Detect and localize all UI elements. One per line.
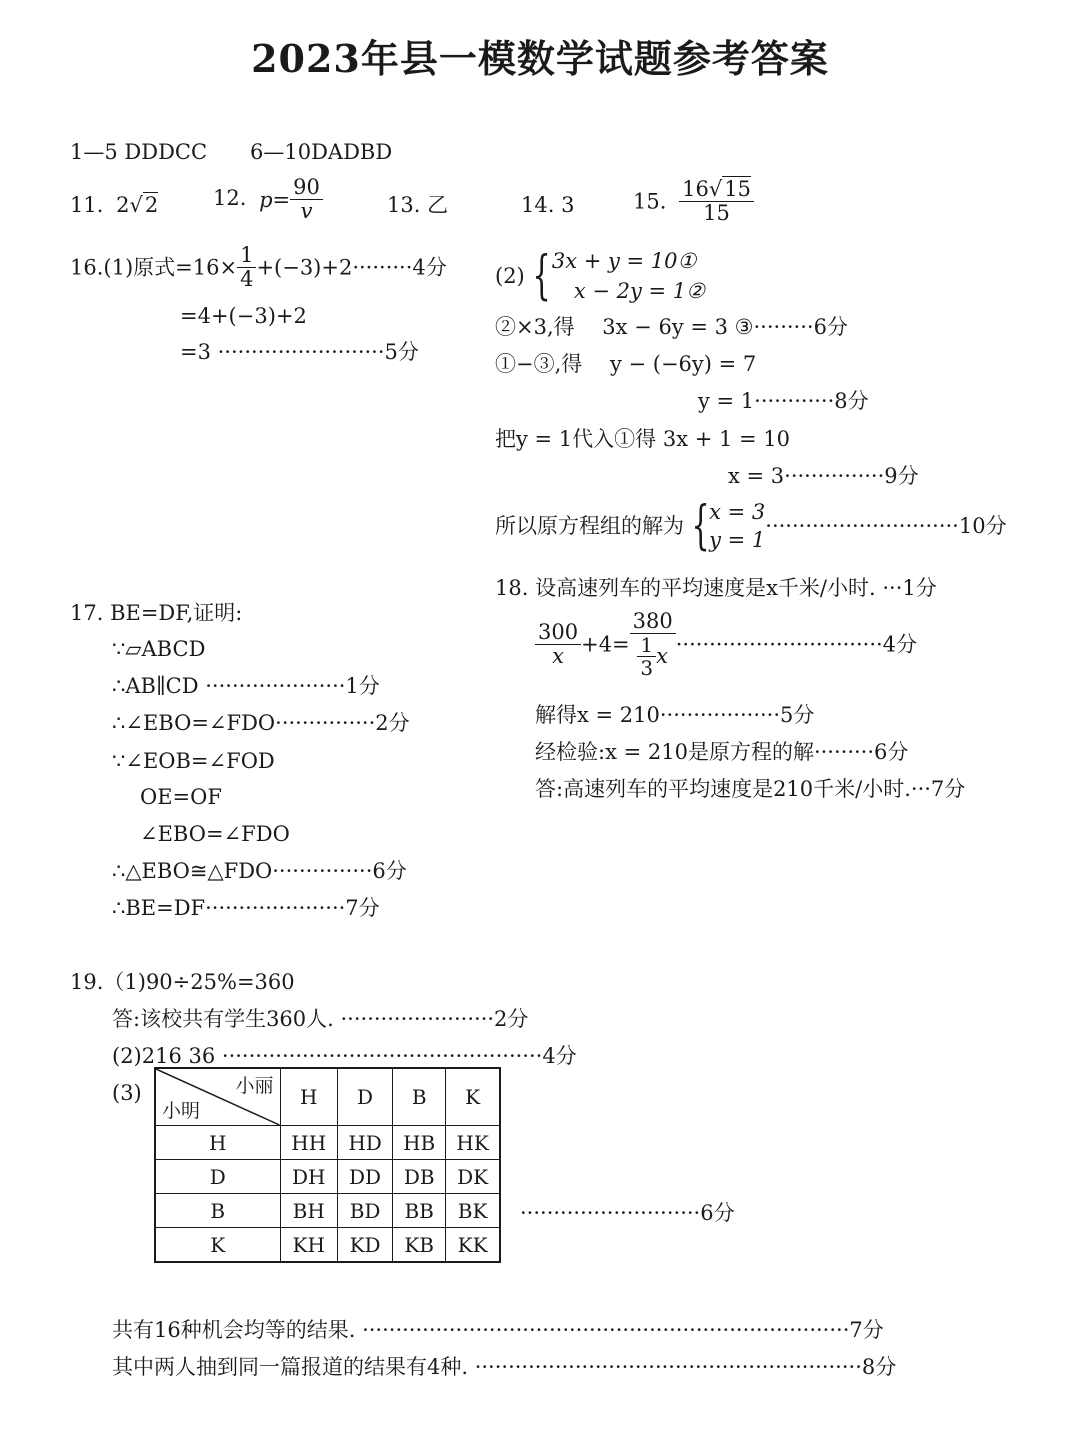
q12-lhs: p=	[259, 187, 291, 212]
q16-step5: x = 3···············9分	[728, 464, 919, 488]
row-label: B	[155, 1194, 280, 1228]
table-row	[155, 1160, 500, 1194]
q19-line3: (2)216 36 ················································4分	[112, 1044, 577, 1068]
q17-line: OE=OF	[140, 785, 222, 809]
q16-s6-pre: 所以原方程组的解为	[495, 514, 684, 538]
q11-coef: 2	[116, 193, 130, 217]
q19-line2: 答:该校共有学生360人. ·······················2分	[112, 1007, 529, 1031]
q16-line1	[70, 244, 447, 291]
table-cell: KK	[446, 1228, 500, 1263]
q16-step2: ①−③,得 y − (−6y) = 7	[495, 352, 757, 376]
q15-denominator: 15	[703, 201, 730, 226]
q16-sol-y: y = 1	[709, 528, 766, 552]
q16-p2-label: (2)	[495, 264, 525, 288]
q18-inner-den: 3	[640, 656, 654, 681]
q17-line: ∴∠EBO=∠FDO···············2分	[112, 711, 410, 735]
q17-line: 17. BE=DF,证明:	[70, 601, 243, 625]
table-cell: HD	[337, 1126, 392, 1160]
q18-mid: +4=	[581, 632, 630, 657]
table-header: H	[280, 1068, 337, 1126]
table-row	[155, 1126, 500, 1160]
q17-line: ∵▱ABCD	[112, 637, 206, 661]
q16-l1-post: +(−3)+2·········4分	[256, 255, 447, 280]
row-label: D	[155, 1160, 280, 1194]
q15-radicand: 15	[724, 177, 751, 201]
q18-line3: 解得x = 210··················5分	[535, 703, 815, 727]
brace-icon: {	[691, 496, 710, 556]
q16-eq2: x − 2y = 1②	[573, 279, 705, 303]
q12-label: 12.	[213, 186, 247, 211]
corner-label-bottom: 小明	[162, 1100, 201, 1122]
q16-step4: 把y = 1代入①得 3x + 1 = 10	[495, 427, 791, 451]
table-cell: HB	[393, 1126, 446, 1160]
mc-answers-6-10: 6—10DADBD	[250, 140, 393, 164]
q18-equation	[535, 610, 917, 679]
q18-num1: 300	[535, 621, 581, 645]
q19-line5: 共有16种机会均等的结果. ·········································································7分	[112, 1318, 884, 1342]
q18-den1: x	[552, 644, 564, 669]
q19-line1: 19.（1)90÷25%=360	[70, 970, 295, 994]
q15-label: 15.	[633, 189, 667, 214]
q12-numerator: 90	[290, 176, 323, 200]
answer-11: 11. 2√2	[70, 193, 159, 217]
q16-frac-den: 4	[240, 267, 254, 292]
table-row	[155, 1194, 500, 1228]
q16-step3: y = 1············8分	[698, 389, 869, 413]
table-cell: DD	[337, 1160, 392, 1194]
q17-line: ∠EBO=∠FDO	[140, 822, 290, 846]
q18-eq-post: ·······························4分	[675, 632, 918, 657]
q17-line: ∴△EBO≅△FDO···············6分	[112, 859, 407, 883]
q15-coef: 16	[682, 177, 709, 201]
q19-score-6: ···························6分	[520, 1201, 735, 1225]
corner-label-top: 小丽	[235, 1075, 274, 1097]
q18-line1: 18. 设高速列车的平均速度是x千米/小时. ···1分	[495, 576, 937, 600]
q17-line: ∴AB∥CD ·····················1分	[112, 674, 380, 698]
table-header: B	[393, 1068, 446, 1126]
q17-line: ∴BE=DF·····················7分	[112, 896, 380, 920]
table-cell: DK	[446, 1160, 500, 1194]
outcome-table	[154, 1067, 501, 1263]
table-cell: DB	[393, 1160, 446, 1194]
table-cell: BH	[280, 1194, 337, 1228]
q11-label: 11.	[70, 193, 104, 217]
q16-step1: ②×3,得 3x − 6y = 3 ③·········6分	[495, 315, 848, 339]
table-cell: BB	[393, 1194, 446, 1228]
table-cell: HH	[280, 1126, 337, 1160]
q18-inner-num: 1	[637, 634, 656, 657]
q16-part2-system	[495, 246, 705, 306]
table-cell: KH	[280, 1228, 337, 1263]
table-cell: BK	[446, 1194, 500, 1228]
q16-step6	[495, 498, 1007, 554]
answer-14: 14. 3	[521, 193, 575, 217]
q18-inner-x: x	[656, 644, 668, 669]
q11-radicand: 2	[144, 193, 159, 217]
q16-s6-post: ·····························10分	[765, 514, 1007, 538]
table-cell: KD	[337, 1228, 392, 1263]
row-label: K	[155, 1228, 280, 1263]
q18-num2: 380	[630, 610, 676, 634]
q16-l1-pre: 16.(1)原式=16×	[70, 255, 238, 280]
answer-13: 13. 乙	[387, 193, 449, 217]
table-cell: BD	[337, 1194, 392, 1228]
table-cell: DH	[280, 1160, 337, 1194]
table-cell: HK	[446, 1126, 500, 1160]
page-title: 2023年县一模数学试题参考答案	[251, 36, 829, 81]
q17-line: ∵∠EOB=∠FOD	[112, 749, 275, 773]
row-label: H	[155, 1126, 280, 1160]
q16-line2: =4+(−3)+2	[180, 304, 307, 328]
q19-part3-label: (3)	[112, 1081, 142, 1105]
q18-line4: 经检验:x = 210是原方程的解·········6分	[535, 740, 909, 764]
mc-answers-1-5: 1—5 DDDCC	[70, 140, 208, 164]
table-row	[155, 1228, 500, 1263]
q18-line5: 答:高速列车的平均速度是210千米/小时.···7分	[535, 777, 966, 801]
q16-line3: =3 ·························5分	[180, 340, 419, 364]
q19-line6: 其中两人抽到同一篇报道的结果有4种. ··························································8分	[112, 1355, 897, 1379]
q16-sol-x: x = 3	[709, 500, 766, 524]
table-header: D	[337, 1068, 392, 1126]
table-header: K	[446, 1068, 500, 1126]
brace-icon: {	[532, 246, 551, 306]
table-corner-cell	[155, 1068, 280, 1126]
q16-frac-num: 1	[237, 244, 256, 268]
answer-12	[213, 176, 323, 223]
q16-eq1: 3x + y = 10①	[551, 249, 697, 273]
answer-15: 15. $\frac{16√15}{15}$	[633, 178, 754, 225]
q12-denominator: v	[300, 199, 313, 224]
table-cell: KB	[393, 1228, 446, 1263]
